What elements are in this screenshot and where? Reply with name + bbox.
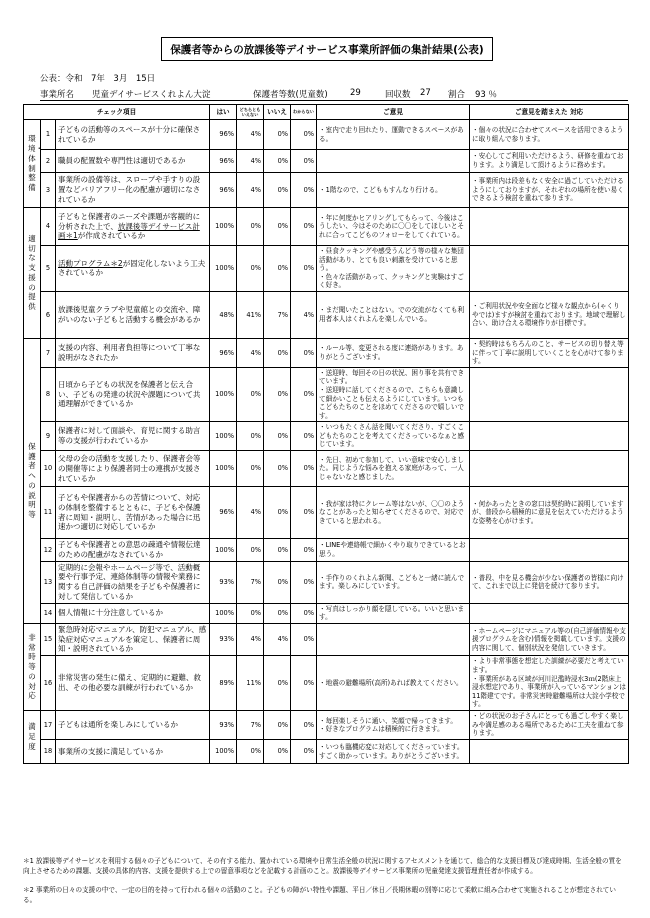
response-text (470, 603, 629, 623)
no-percent: 0% (264, 561, 291, 603)
item-number: 2 (41, 150, 56, 173)
item-number: 10 (41, 451, 56, 487)
unknown-percent: 0% (291, 246, 317, 292)
check-item-term: 放課後等デイサービス計画＊1 (58, 221, 200, 241)
unknown-percent: 0% (291, 338, 317, 367)
guardian-value: 29 (350, 88, 361, 98)
no-percent: 0% (264, 173, 291, 208)
yes-percent: 93% (210, 711, 237, 740)
opinion-text: ・昼食クッキングや感受うんどう等の様々な集団活動があり、とても良い刺激を受けていると思う。 ・色々な活動があって、クッキングと実験はすごく好き。 (317, 246, 470, 292)
opinion-text: ・先日、初めて参加して、いい意味で安心しました。同じような悩みを抱える家庭があって、一人じゃないなと感じました。 (317, 451, 470, 487)
opinion-text: ・まだ聞いたことはない。での交流がなくても利用者本人はくれよんを楽しんでいる。 (317, 291, 470, 338)
response-text (470, 740, 629, 764)
no-percent: 4% (264, 623, 291, 655)
facility-info-bar (40, 88, 628, 101)
opinion-text: ・LINEや連絡帳で細かくやり取りできているとお思う。 (317, 539, 470, 562)
no-percent: 0% (264, 422, 291, 451)
yes-percent: 96% (210, 150, 237, 173)
response-text: ・何かあったときの窓口は契約時に説明していますが、普段から積極的に意見を伝えていただけるような姿勢を心がけます。 (470, 487, 629, 539)
response-text (470, 367, 629, 421)
no-percent: 0% (264, 338, 291, 367)
response-text: ・より非常事態を想定した訓練が必要だと考えています。 ・事業所がある区域が河川氾濫時浸水3ｍ(2階床上浸水想定)であり、事業所が入っているマンションは11階建てです。非常災害時避難場所は大淀小学校です。 (470, 656, 629, 711)
check-item: 父母の会の活動を支援したり、保護者会等の開催等により保護者同士の連携が支援されているか (56, 451, 210, 487)
guardian-label: 保護者等数(児童数) (253, 90, 328, 100)
header-opinion: ご意見 (317, 105, 470, 120)
yes-percent: 100% (210, 367, 237, 421)
item-number: 4 (41, 208, 56, 246)
header-unknown: わからない (291, 105, 317, 120)
unknown-percent: 0% (291, 487, 317, 539)
check-item: 緊急時対応マニュアル、防犯マニュアル、感染症対応マニュアルを策定し、保護者に周知・説明されているか (56, 623, 210, 655)
table-row (24, 120, 629, 150)
opinion-text: ・ルール等、変更される度に連絡があります。ありがとうございます。 (317, 338, 470, 367)
item-number: 13 (41, 561, 56, 603)
check-item-term: 活動プログラム＊2 (58, 258, 123, 268)
no-percent: 0% (264, 367, 291, 421)
category-label (24, 623, 41, 710)
neither-percent: 7% (237, 711, 264, 740)
yes-percent: 93% (210, 561, 237, 603)
table-row (24, 487, 629, 539)
response-text: ・どの状況のお子さんにとっても過ごしやすく楽しみや満足感のある場所であるために工夫を重ねて参ります。 (470, 711, 629, 740)
opinion-text: ・室内で走り回れたり、運動できるスペースがある。 (317, 120, 470, 150)
response-text: ・ご利用状況や安全面など様々な観点から(ゃくりやでは)ますが検討を重ねております。地域で理解し合い、助け合える環境作りが目標です。 (470, 291, 629, 338)
response-text (470, 246, 629, 292)
neither-percent: 0% (237, 367, 264, 421)
response-text: ・安心してご利用いただけるよう、研修を重ねております。より満足して頂けるように務めます。 (470, 150, 629, 173)
neither-percent: 4% (237, 173, 264, 208)
publication-date: 公表：令和 7年 3月 15日 (40, 74, 156, 84)
response-text: ・契約時はもちろんのこと、サービスの切り替え等に伴って丁寧に説明していくことを心がけて参ります。 (470, 338, 629, 367)
unknown-percent: 0% (291, 208, 317, 246)
unknown-percent: 0% (291, 561, 317, 603)
no-percent: 0% (264, 246, 291, 292)
neither-percent: 4% (237, 120, 264, 150)
table-row (24, 291, 629, 338)
unknown-percent: 0% (291, 740, 317, 764)
response-text (470, 208, 629, 246)
category-label (24, 338, 41, 623)
item-number: 18 (41, 740, 56, 764)
yes-percent: 96% (210, 173, 237, 208)
no-percent: 0% (264, 208, 291, 246)
table-row (24, 208, 629, 246)
response-text: ・事業所内は段差もなく安全に過ごしていただけるようにしておりますが、それぞれの場所を使い易くできるよう検討を重ねて参ります。 (470, 173, 629, 208)
header-no: いいえ (264, 105, 291, 120)
page-title: 保護者等からの放課後等デイサービス事業所評価の集計結果(公表) (161, 37, 493, 61)
item-number: 11 (41, 487, 56, 539)
check-item (56, 246, 210, 292)
no-percent: 0% (264, 451, 291, 487)
yes-percent: 100% (210, 740, 237, 764)
check-item: 日頃から子どもの状況を保護者と伝え合い、子どもの発達の状況や課題について共通理解ができているか (56, 367, 210, 421)
no-percent: 0% (264, 656, 291, 711)
opinion-text: ・手作りのくれよん新聞、こどもと一緒に読んでます。楽しみにしています。 (317, 561, 470, 603)
ratio-value: 93 ％ (475, 90, 498, 100)
unknown-percent: 0% (291, 367, 317, 421)
unknown-percent: 0% (291, 656, 317, 711)
unknown-percent: 0% (291, 120, 317, 150)
response-text (470, 539, 629, 562)
neither-percent: 4% (237, 150, 264, 173)
opinion-text: ・送迎時、毎回その日の状況、困り事を共有できています。 ・送迎時に話してくださるので、こちらも意識して細かいことも伝えるようにしています。いつもこどもたちのことをほめてくださるので嬉しいです。 (317, 367, 470, 421)
table-row (24, 150, 629, 173)
opinion-text: ・毎回楽しそうに通い、笑顔で帰ってきます。 ・好きなプログラムは積極的に行きます。 (317, 711, 470, 740)
yes-percent: 96% (210, 338, 237, 367)
neither-percent: 7% (237, 561, 264, 603)
unknown-percent: 4% (291, 291, 317, 338)
table-row (24, 367, 629, 421)
neither-percent: 0% (237, 451, 264, 487)
check-item: 子どもや保護者からの苦情について、対応の体制を整備するとともに、子どもや保護者に周知・説明し、苦情があった場合に迅速かつ適切に対応しているか (56, 487, 210, 539)
opinion-text: ・いつもたくさん話を聞いてくださり、すごくこどもたちのことを考えてくださっているなぁと感じています。 (317, 422, 470, 451)
check-item-text: が固定化しないよう工夫されているか (58, 258, 206, 278)
item-number: 15 (41, 623, 56, 655)
unknown-percent: 0% (291, 422, 317, 451)
category-label (24, 711, 41, 764)
neither-percent: 4% (237, 338, 264, 367)
item-number: 5 (41, 246, 56, 292)
check-item: 事業所の設備等は、スロープや手すりの設置などバリアフリー化の配慮が適切になされているか (56, 173, 210, 208)
category-label (24, 120, 41, 208)
yes-percent: 93% (210, 623, 237, 655)
yes-percent: 89% (210, 656, 237, 711)
unknown-percent: 0% (291, 451, 317, 487)
table-row (24, 603, 629, 623)
response-text (470, 422, 629, 451)
unknown-percent: 0% (291, 603, 317, 623)
header-yes: はい (210, 105, 237, 120)
no-percent: 7% (264, 291, 291, 338)
neither-percent: 4% (237, 487, 264, 539)
yes-percent: 100% (210, 451, 237, 487)
item-number: 17 (41, 711, 56, 740)
neither-percent: 41% (237, 291, 264, 338)
yes-percent: 100% (210, 539, 237, 562)
item-number: 1 (41, 120, 56, 150)
check-item: 支援の内容、利用者負担等について丁寧な説明がなされたか (56, 338, 210, 367)
check-item: 非常災害の発生に備え、定期的に避難、救出、その他必要な訓練が行われているか (56, 656, 210, 711)
yes-percent: 96% (210, 487, 237, 539)
yes-percent: 100% (210, 246, 237, 292)
yes-percent: 100% (210, 603, 237, 623)
recovery-label: 回収数 (385, 90, 411, 100)
table-row (24, 451, 629, 487)
header-response: ご意見を踏まえた 対応 (470, 105, 629, 120)
table-row (24, 422, 629, 451)
check-item: 子どもや保護者との意思の疎通や情報伝達のための配慮がなされているか (56, 539, 210, 562)
unknown-percent: 0% (291, 173, 317, 208)
response-text (470, 451, 629, 487)
category-text: 環境・体制整備 (28, 134, 43, 192)
neither-percent: 0% (237, 246, 264, 292)
no-percent: 0% (264, 539, 291, 562)
no-percent: 0% (264, 740, 291, 764)
opinion-text: ・地震の避難場所(高所)あれば教えてください。 (317, 656, 470, 711)
no-percent: 0% (264, 120, 291, 150)
no-percent: 0% (264, 603, 291, 623)
check-item: 定期的に会報やホームページ等で、活動概要や行事予定、連絡体制等の情報や業務に関する自己評価の結果を子どもや保護者に対して発信しているか (56, 561, 210, 603)
check-item (56, 208, 210, 246)
yes-percent: 100% (210, 208, 237, 246)
opinion-text: ・写真はしっかり顔を隠している。いいと思います。 (317, 603, 470, 623)
footnote-1: ＊1 放課後等デイサービスを利用する個々の子どもについて、その有する能力、置かれている環境や日常生活全般の状況に関するアセスメントを通じて、総合的な支援目標及び達成時期、生活全般の質を向上させるための課題、支援の具体的内容、支援を提供する上での留意事項などを記載する計画のこと。放課後等デイサービス事業所の児童発達支援管理責任者が作成する。 (23, 857, 622, 875)
table-row (24, 338, 629, 367)
table-row (24, 173, 629, 208)
check-item: 子どもの活動等のスペースが十分に確保されているか (56, 120, 210, 150)
opinion-text: ・年に何度かヒアリングしてもらって、今後はこうしたい、今はそのために〇〇をしてほしいとそれに合ってこどものフォローをしてくれている。 (317, 208, 470, 246)
item-number: 12 (41, 539, 56, 562)
item-number: 3 (41, 173, 56, 208)
item-number: 8 (41, 367, 56, 421)
evaluation-table (23, 104, 629, 764)
neither-percent: 0% (237, 603, 264, 623)
yes-percent: 96% (210, 120, 237, 150)
recovery-value: 27 (420, 88, 431, 98)
item-number: 9 (41, 422, 56, 451)
neither-percent: 4% (237, 623, 264, 655)
no-percent: 0% (264, 711, 291, 740)
response-text: ・普段、中を見る機会が少ない保護者の皆様に向けて、これまで以上に発信を続けて参ります。 (470, 561, 629, 603)
item-number: 6 (41, 291, 56, 338)
opinion-text (317, 623, 470, 655)
response-text: ・個々の状況に合わせてスペースを活用できるように取り組んで参ります。 (470, 120, 629, 150)
ratio-label: 割合 (448, 90, 466, 100)
neither-percent: 0% (237, 740, 264, 764)
header-check: チェック項目 (24, 105, 210, 120)
check-item: 事業所の支援に満足しているか (56, 740, 210, 764)
check-item: 職員の配置数や専門性は適切であるか (56, 150, 210, 173)
check-item: 子どもは通所を楽しみにしているか (56, 711, 210, 740)
item-number: 7 (41, 338, 56, 367)
category-text: 非常時等の対応 (28, 632, 36, 701)
table-row (24, 246, 629, 292)
table-row (24, 561, 629, 603)
category-text: 適切な支援の提供 (28, 233, 36, 312)
check-item: 放課後児童クラブや児童館との交流や、障がいのない子どもと活動する機会があるか (56, 291, 210, 338)
opinion-text: ・我が家は特にクレーム等はないが、〇〇のようなことがあったと知らせてくださるので、対応できていると思われる。 (317, 487, 470, 539)
neither-percent: 11% (237, 656, 264, 711)
opinion-text: ・いつも臨機応変に対応してくださっています。すごく助かっています。ありがとうございます。 (317, 740, 470, 764)
neither-percent: 0% (237, 422, 264, 451)
unknown-percent: 0% (291, 150, 317, 173)
item-number: 14 (41, 603, 56, 623)
header-neither: どちらとも いえない (237, 105, 264, 120)
neither-percent: 0% (237, 539, 264, 562)
footnote-2: ＊2 事業所の日々の支援の中で、一定の目的を持って行われる個々の活動のこと。子どもの障がい特性や課題、平日／休日／長期休暇の別等に応じて柔軟に組み合わせて実施されることが想定されている。 (23, 886, 616, 904)
unknown-percent: 0% (291, 539, 317, 562)
table-row (24, 740, 629, 764)
unknown-percent: 0% (291, 623, 317, 655)
category-text: 保護者への説明等 (28, 441, 36, 520)
facility-name: 児童デイサービスくれよん大淀 (92, 90, 211, 100)
table-row (24, 623, 629, 655)
table-row (24, 539, 629, 562)
check-item-text: が作成されているか (77, 231, 146, 241)
check-item: 保護者に対して面談や、育児に関する助言等の支援が行われているか (56, 422, 210, 451)
opinion-text: ・1階なので、こどももすんなり行ける。 (317, 173, 470, 208)
check-item: 個人情報に十分注意しているか (56, 603, 210, 623)
item-number: 16 (41, 656, 56, 711)
unknown-percent: 0% (291, 711, 317, 740)
opinion-text (317, 150, 470, 173)
check-item-text: 子どもと保護者のニーズや課題が客観的に分析された上で、 (58, 211, 201, 231)
category-text: 満足度 (28, 722, 36, 751)
facility-label: 事業所名 (40, 90, 75, 100)
neither-percent: 0% (237, 208, 264, 246)
yes-percent: 100% (210, 422, 237, 451)
table-row (24, 656, 629, 711)
table-row (24, 711, 629, 740)
yes-percent: 48% (210, 291, 237, 338)
response-text: ・ホームページにマニュアル等の(自己評価情報や支援プログラムを含む)情報を掲載しています。支援の内容に関して、個別状況を発信していきます。 (470, 623, 629, 655)
category-label (24, 208, 41, 339)
no-percent: 0% (264, 150, 291, 173)
no-percent: 0% (264, 487, 291, 539)
